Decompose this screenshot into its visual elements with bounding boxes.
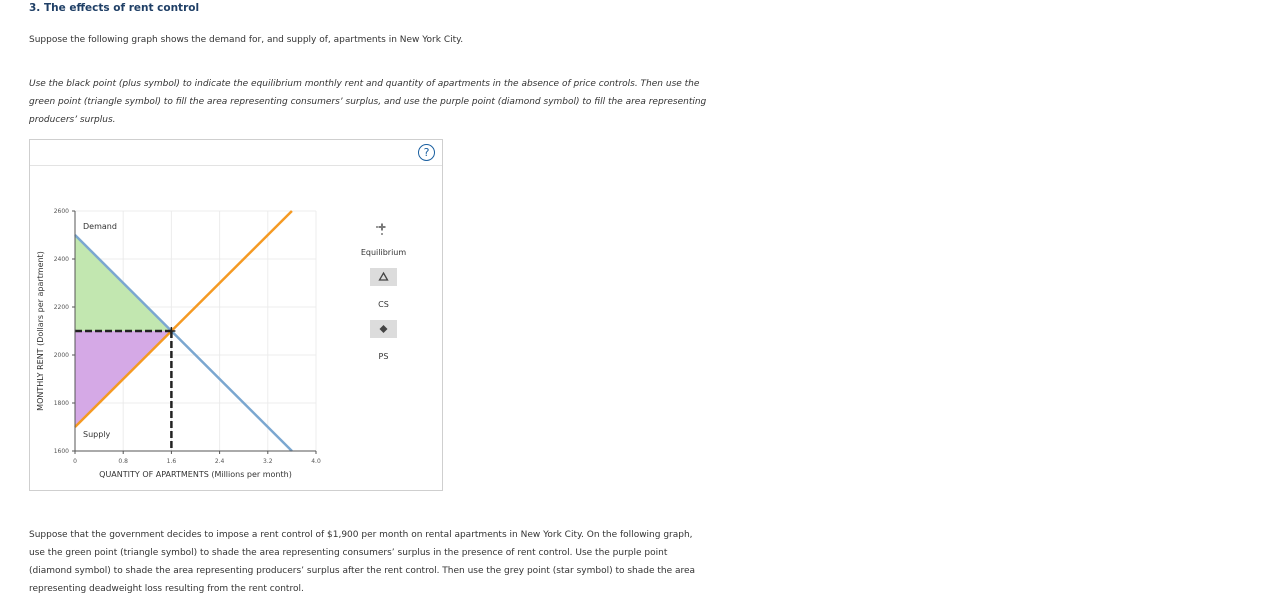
x-tick-label: 1.6 bbox=[166, 458, 177, 465]
rent-control-line: use the green point (triangle symbol) to shade the area representing consumers’ surplus in the presence of rent control. Use the purple point bbox=[29, 548, 668, 558]
equilibrium-tool-label: Equilibrium bbox=[360, 248, 407, 257]
y-tick-label: 2000 bbox=[53, 352, 69, 359]
y-axis-label: MONTHLY RENT (Dollars per apartment) bbox=[36, 251, 45, 411]
y-tick-label: 2400 bbox=[53, 256, 69, 263]
x-axis-label: QUANTITY OF APARTMENTS (Millions per month) bbox=[99, 470, 292, 479]
rent-control-text bbox=[29, 526, 729, 598]
rent-control-line: representing deadweight loss resulting from the rent control. bbox=[29, 584, 304, 594]
cs-tool-button[interactable] bbox=[370, 268, 397, 286]
instructions-line: Use the black point (plus symbol) to indicate the equilibrium monthly rent and quantity of apartments in the absence of price controls. Then use the bbox=[29, 79, 700, 89]
supply-demand-chart[interactable] bbox=[30, 140, 442, 490]
instructions-line: producers’ surplus. bbox=[29, 115, 116, 125]
x-tick-label: 0 bbox=[73, 458, 77, 465]
x-tick-label: 4.0 bbox=[311, 458, 321, 465]
demand-label: Demand bbox=[83, 222, 117, 231]
equilibrium-tool-icon[interactable] bbox=[376, 224, 386, 236]
instructions-text bbox=[29, 75, 749, 129]
intro-text: Suppose the following graph shows the demand for, and supply of, apartments in New York City. bbox=[29, 35, 464, 45]
instructions-line: green point (triangle symbol) to fill the area representing consumers’ surplus, and use the purple point (diamond symbol) to fill the area representing bbox=[29, 97, 707, 107]
rent-control-line: Suppose that the government decides to impose a rent control of $1,900 per month on rental apartments in New York City. On the following graph, bbox=[29, 530, 693, 540]
y-tick-label: 2600 bbox=[53, 208, 69, 215]
ps-tool-label: PS bbox=[378, 352, 389, 361]
x-tick-label: 3.2 bbox=[263, 458, 273, 465]
graph-panel bbox=[29, 139, 443, 491]
y-tick-label: 1600 bbox=[53, 448, 69, 455]
y-tick-label: 1800 bbox=[53, 400, 69, 407]
supply-label: Supply bbox=[83, 430, 111, 439]
rent-control-line: (diamond symbol) to shade the area representing producers’ surplus after the rent control. Then use the grey point (star symbol) to shade the area bbox=[29, 566, 696, 576]
cs-tool-label: CS bbox=[378, 300, 389, 309]
help-button[interactable]: ? bbox=[418, 144, 435, 161]
x-tick-label: 0.8 bbox=[118, 458, 128, 465]
y-tick-label: 2200 bbox=[53, 304, 69, 311]
section-heading: 3. The effects of rent control bbox=[29, 2, 200, 14]
x-tick-label: 2.4 bbox=[214, 458, 225, 465]
